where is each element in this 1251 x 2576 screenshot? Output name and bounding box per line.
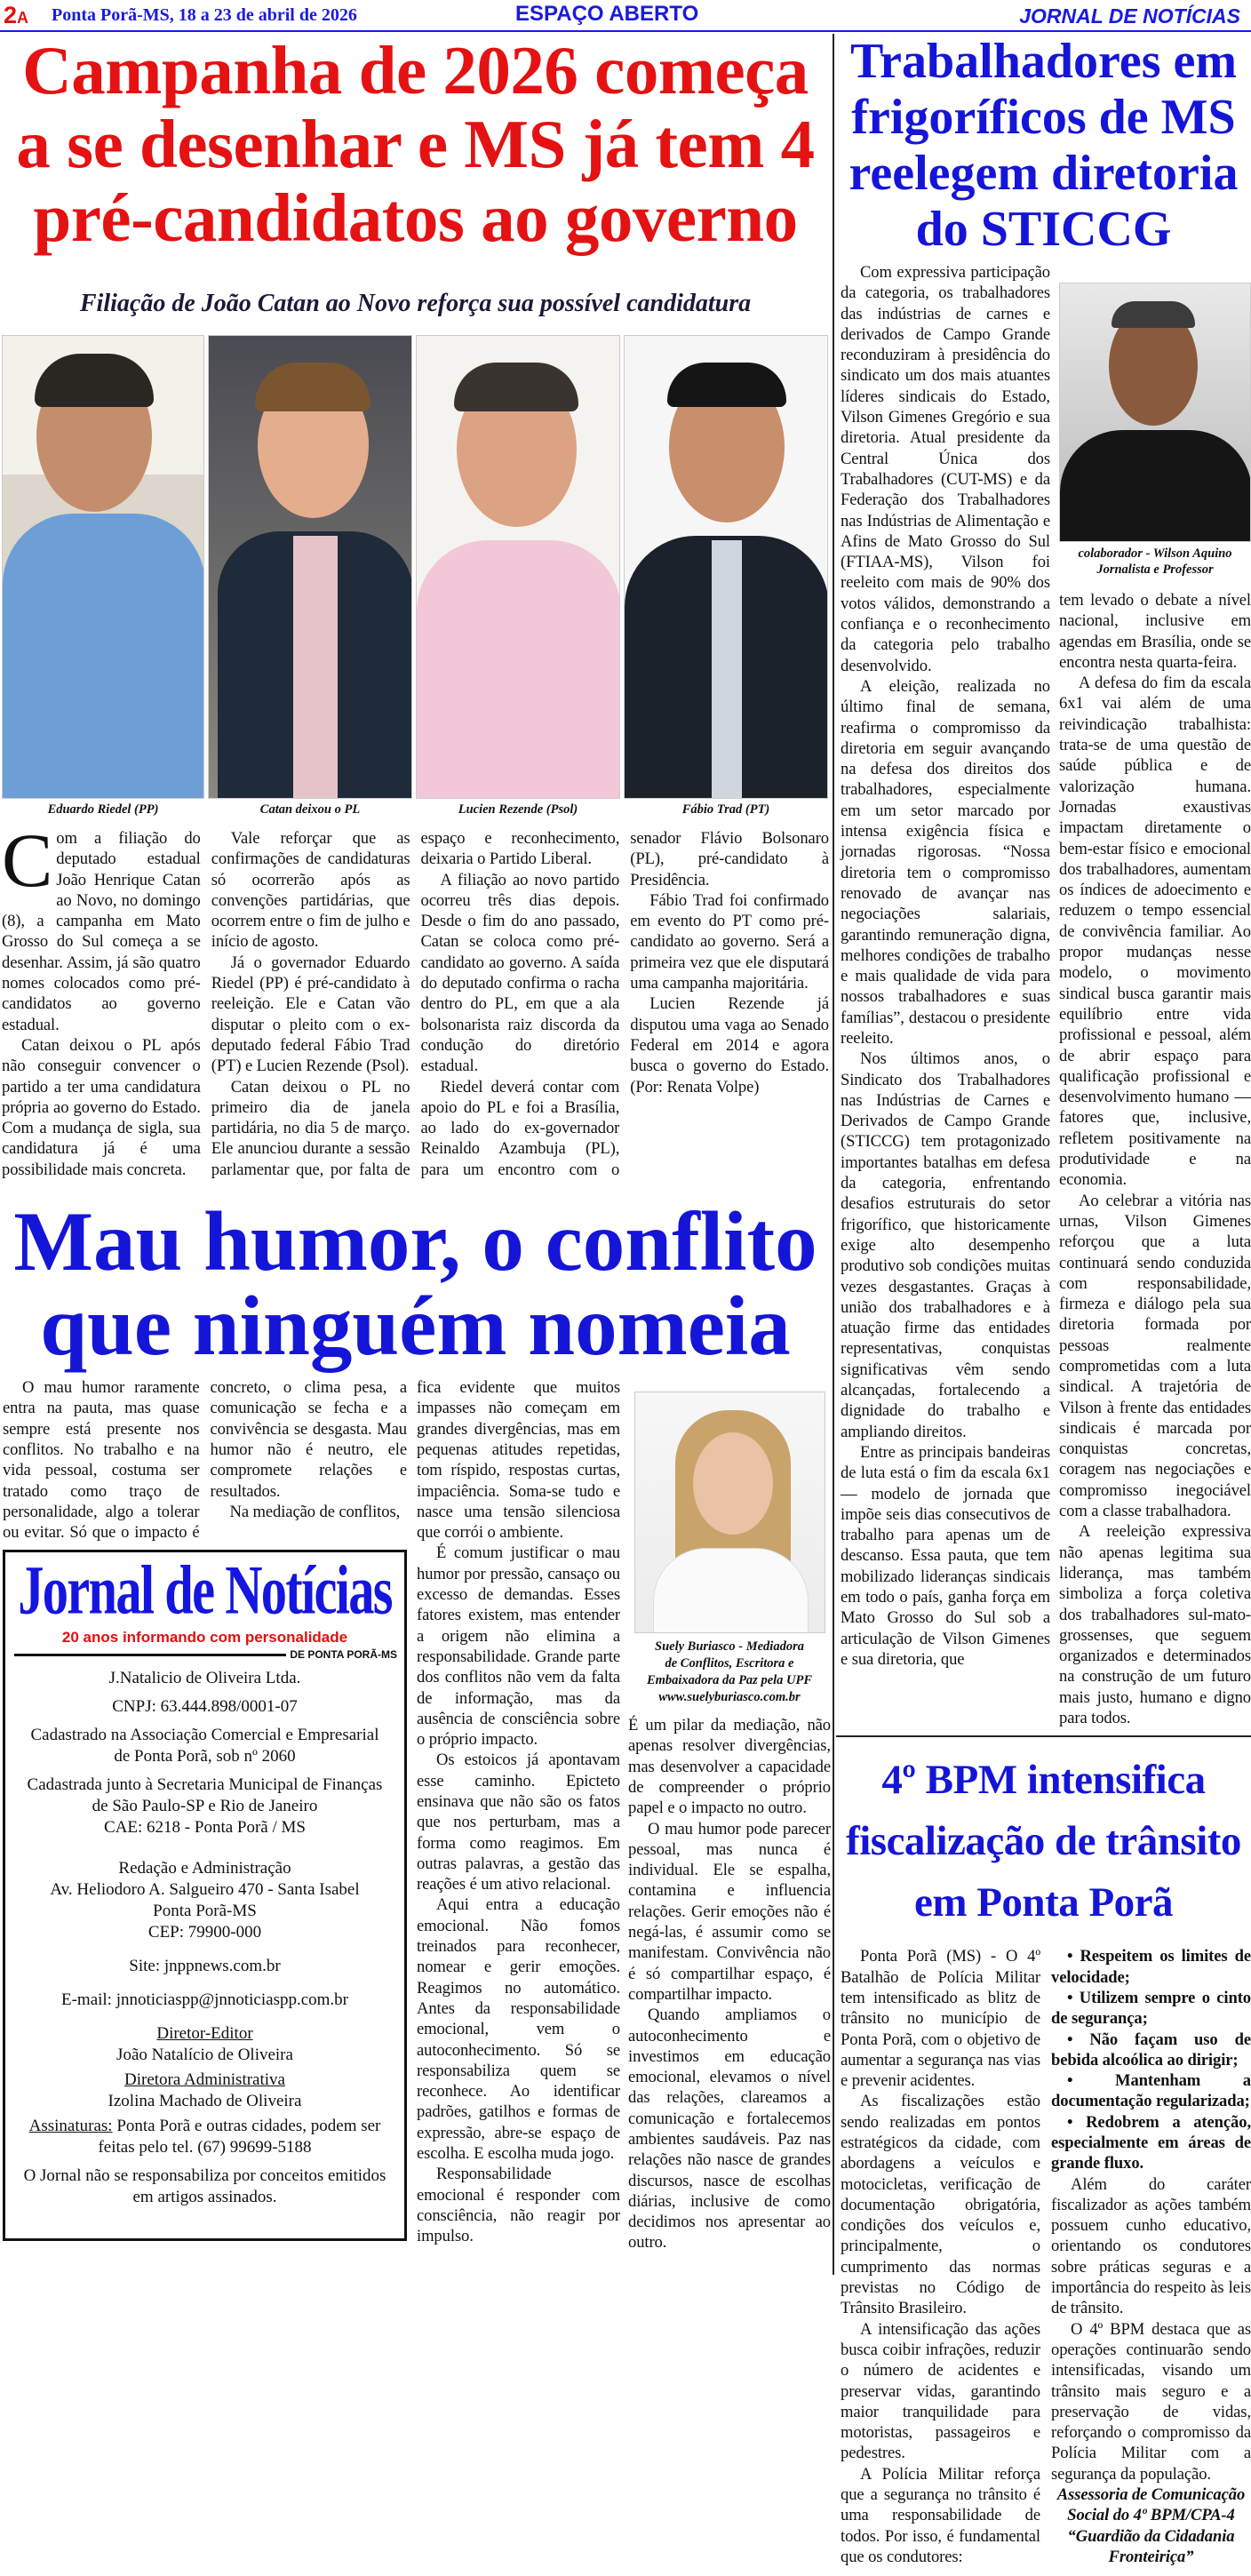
body-paragraph: tem levado o debate a nível nacional, inclusive em agendas em Brasília, onde se encontra nesta quarta-feira. xyxy=(1059,591,1251,672)
section-divider xyxy=(836,1735,1251,1737)
body-paragraph: É comum justificar o mau humor por pressão, cansaço ou excesso de demandas. Esses fatores existem, mas entender a origem não elimina a responsabilidade. Grande parte dos conflitos não vem da falta de informação, mas da ausência de consciência sobre o próprio impacto. xyxy=(417,1543,620,1750)
photo-caption: Lucien Rezende (Psol) xyxy=(458,802,578,817)
headline-line: Campanha de 2026 começa xyxy=(22,32,809,108)
body-paragraph: O mau humor raramente entra na pauta, mas quase sempre está presente nos conflitos. No trabalho e na vida pessoal, costuma ser tratado como traço de personalidade, algo a tolerar ou evitar. Só que o impacto é concreto, o clima pesa, a comunicação se fecha e a convivência se desgasta. Mau humor não é neutro, ele compromete relações e resultados. xyxy=(3,1378,407,1543)
admin-title: Diretora Administrativa xyxy=(124,2070,285,2090)
subscriptions-label: Assinaturas: xyxy=(28,2117,113,2136)
page-number xyxy=(4,2,28,29)
photo-vilson-gimenes xyxy=(1059,283,1251,542)
site-link[interactable]: Site: jnppnews.com.br xyxy=(129,1957,281,1976)
finance-registration xyxy=(5,1774,404,1838)
page-number-digit: 2 xyxy=(4,2,18,28)
body-paragraph: Os estoicos já apontavam esse caminho. Epicteto ensinava que não são os fatos que nos perturbam, mas a forma como reagimos. Em outras palavras, a gestão das reações é um ativo relacional. xyxy=(417,1751,620,1894)
mau-humor-body-top xyxy=(3,1377,407,1543)
mau-humor-left-block xyxy=(0,1377,407,2241)
column-divider xyxy=(833,34,834,2275)
body-paragraph: Catan deixou o PL após não conseguir convencer o partido a ter uma candidatura própria ao governo do Estado. Com a mudança de sigla, sua candidatura já é uma possibilidade mais concreta. xyxy=(2,1035,201,1179)
masthead-box xyxy=(3,1550,407,2241)
sticcg-right-block xyxy=(1059,262,1251,1728)
photo-suely-buriasco xyxy=(634,1392,825,1633)
bullet-item: • Utilizem sempre o cinto de segurança; xyxy=(1051,1988,1251,2030)
sticcg-article xyxy=(836,262,1251,1728)
body-paragraph: Catan deixou o PL no primeiro dia de janela partidária, no dia 5 de março. Ele anunciou durante a sessão parlamentar que, por falta de espaço e reconhecimento, deixaria o Partido Liberal. xyxy=(211,829,620,1179)
address-line: Av. Heliodoro A. Salgueiro 470 - Santa Isabel xyxy=(50,1880,360,1900)
body-paragraph: A Polícia Militar reforça que a segurança no trânsito é uma responsabilidade de todos. Por isso, é fundamental que os condutores: xyxy=(841,2464,1040,2566)
body-paragraph: A reeleição expressiva não apenas legitima sua liderança, mas também simboliza a força coletiva dos trabalhadores sul-mato-grossenses, que seguem organizados e determinados na construção de um futuro mais justo, humano e digno para todos. xyxy=(1059,1522,1251,1728)
sticcg-headline xyxy=(836,34,1251,258)
photo-fabio-trad xyxy=(624,335,828,799)
bullet-item: • Respeitem os limites de velocidade; xyxy=(1051,1946,1251,1988)
sticcg-body-left xyxy=(841,262,1050,1670)
right-area xyxy=(836,34,1251,2576)
address xyxy=(5,1858,404,1943)
caption-line: de Conflitos, Escritora e xyxy=(665,1656,794,1671)
campaign-body xyxy=(0,817,829,1180)
body-paragraph: A eleição, realizada no último final de semana, reafirma o compromisso da diretoria em seguir avançando na defesa dos direitos dos trabalhadores, especialmente em um setor marcado por intensa exigência física e jornadas rigorosas. “Nossa diretoria tem o compromisso renovado de avançar nas negociações salariais, garantindo remuneração digna, melhores condições de trabalho e mais qualidade de vida para nossos trabalhadores e suas famílias”, destacou o presidente reeleito. xyxy=(841,676,1050,1048)
headline-line: a se desenhar e MS já tem 4 xyxy=(16,106,815,182)
page-section-letter: A xyxy=(17,9,29,27)
body-paragraph: Na mediação de conflitos, xyxy=(229,1502,401,1521)
cnpj: CNPJ: 63.444.898/0001-07 xyxy=(112,1697,298,1717)
body-paragraph: O 4º BPM destaca que as operações continuarão sendo intensificadas, visando um trânsito mais seguro e a preservação de vidas, reforçando o compromisso da Polícia Militar com a segurança da população. xyxy=(1051,2319,1251,2484)
mau-humor-headline xyxy=(0,1194,831,1374)
headline-line: Trabalhadores em xyxy=(849,34,1238,89)
photo-caption xyxy=(1059,546,1251,578)
editor-title: Diretor-Editor xyxy=(156,2024,253,2044)
bullet-item: • Não façam uso de bebida alcoólica ao dirigir; xyxy=(1051,2030,1251,2071)
photo-captions xyxy=(0,802,831,817)
caption-line: Suely Buriasco - Mediadora xyxy=(655,1639,804,1655)
body-paragraph: A filiação ao novo partido ocorreu três dias depois. Desde o fim do ano passado, Catan se coloca como pré-candidato ao governo. A saída do deputado confirma o racha dentro do PL, em que a ala bolsonarista raiz discorda da condução do diretório estadual. xyxy=(420,870,620,1076)
caption-line: Jornalista e Professor xyxy=(1096,562,1214,577)
body-paragraph: Ao celebrar a vitória nas urnas, Vilson Gimenes reforçou que a luta continuará sendo conduzida com responsabilidade, firmeza e diálogo pela sua diretoria formada por pessoas realmente comprometidas com a luta sindical. A trajetória de Vilson à frente das entidades sindicais é marcada por conquistas concretas, coragem nas negociações e compromisso inegociável com a classe trabalhadora. xyxy=(1059,1191,1251,1521)
registration-line: de Ponta Porã, sob nº 2060 xyxy=(114,1747,296,1767)
newspaper-logo-area xyxy=(5,1551,404,1630)
headline-line: 4º BPM intensifica xyxy=(881,1757,1206,1804)
lead-paragraph xyxy=(2,817,201,1035)
registration-line: Cadastrado na Associação Comercial e Empresarial xyxy=(30,1726,379,1745)
finance-line: CAE: 6218 - Ponta Porã / MS xyxy=(104,1818,306,1838)
headline-line: Mau humor, o conflito xyxy=(13,1194,817,1289)
caption-line: Embaixadora da Paz pela UPF xyxy=(646,1673,813,1688)
registration xyxy=(5,1725,404,1767)
body-paragraph: Entre as principais bandeiras de luta está o fim da escala 6x1 — modelo de jornada que impõe seis dias consecutivos de trabalho para apenas um de descanso. Essa pauta, que tem mobilizado lideranças sindicais em todo o país, ganha força em Mato Grosso do Sul sob a articulação de Vilson Gimenes e sua diretoria, que xyxy=(841,1442,1050,1669)
mau-humor-right-block xyxy=(628,1377,831,2253)
section-title: ESPAÇO ABERTO xyxy=(515,2,699,26)
body-paragraph: Riedel deverá contar com apoio do PL e foi a Brasília, ao lado do ex-governador Reinaldo Azambuja (PL), para um encontro com o senador Flávio Bolsonaro (PL), pré-candidato à Presidência. xyxy=(420,829,829,1179)
headline-line: fiscalização de trânsito xyxy=(846,1818,1241,1865)
company-name: J.Natalicio de Oliveira Ltda. xyxy=(108,1669,301,1688)
address-line: Redação e Administração xyxy=(118,1859,291,1878)
photo-lucien-rezende xyxy=(416,335,620,799)
campaign-headline xyxy=(0,34,831,255)
email-link[interactable]: E-mail: jnnoticiaspp@jnnoticiaspp.com.br xyxy=(60,1990,349,2010)
photo-caption: Catan deixou o PL xyxy=(259,802,361,817)
mau-humor-body-middle xyxy=(417,1377,620,2246)
body-paragraph: Quando ampliamos o autoconhecimento e investimos em educação emocional, elevamos o nível das relações, clareamos a comunicação e fortalecemos ambientes saudáveis. Paz nas relações não nasce de grandes discursos, nasce de escolhas diárias, inclusive de como decidimos nos apresentar ao outro. xyxy=(628,2006,831,2253)
body-paragraph: O mau humor pode parecer pessoal, mas nunca é individual. Ele se espalha, contamina e influencia relações. Gerir emoções não é negá-las, é assumir como se manifestam. Convivência não é só compartilhar espaço, é compartilhar impacto. xyxy=(628,1819,831,2004)
body-paragraph: A intensificação das ações busca coibir infrações, reduzir o número de acidentes e preservar vidas, garantindo maior tranquilidade para motoristas, passageiros e pedestres. xyxy=(841,2319,1040,2463)
caption-line: colaborador - Wilson Aquino xyxy=(1078,546,1232,561)
subscriptions xyxy=(5,2116,404,2158)
bullet-item: • Redobrem a atenção, especialmente em áreas de grande fluxo. xyxy=(1051,2112,1251,2174)
body-paragraph: As fiscalizações estão sendo realizadas em pontos estratégicos da cidade, com abordagens a veículos e motocicletas, verificação de documentação obrigatória, condições dos veículos e, principalmente, o cumprimento das normas previstas no Código de Trânsito Brasileiro. xyxy=(841,2092,1040,2318)
editor xyxy=(5,2023,404,2066)
lead-text: om a filiação do deputado estadual João Henrique Catan ao Novo, no domingo (8), a campanha em Mato Grosso do Sul começa a se desenhar. Assim, já são quatro nomes colocados como pré-candidatos ao governo estadual. xyxy=(2,829,201,1034)
bpm-body xyxy=(841,1946,1251,2567)
page-header xyxy=(0,0,1251,32)
finance-line: Cadastrada junto à Secretaria Municipal de Finanças xyxy=(27,1775,383,1795)
newspaper-logo: Jornal de Notícias xyxy=(18,1551,392,1630)
body-paragraph: Lucien Rezende já disputou uma vaga ao Senado Federal em 2014 e agora busca o governo do Estado. (Por: Renata Volpe) xyxy=(630,994,829,1097)
body-paragraph: Além do caráter fiscalizador as ações também possuem cunho educativo, orientando os condutores sobre práticas seguras e a importância do respeito às leis de trânsito. xyxy=(1051,2174,1251,2318)
mau-humor-area xyxy=(0,1377,831,2253)
body-paragraph: A defesa do fim da escala 6x1 vai além de uma reivindicação trabalhista: trata-se de uma questão de saúde pública e de valorização humana. Jornadas exaustivas impactam diretamente o bem-estar físico e emocional dos trabalhadores, aumentam os índices de adoecimento e reduzem o tempo essencial de convivência familiar. Ao propor mudanças nesse modelo, o movimento sindical busca garantir mais equilíbrio entre vida profissional e pessoal, além de abrir espaço para qualificação profissional e desenvolvimento humano — fatores que, inclusive, refletem positivamente na produtividade e na economia. xyxy=(1059,674,1251,1190)
masthead-rule xyxy=(14,1648,397,1661)
body-paragraph: Vale reforçar que as confirmações de candidaturas só ocorrerão após as convenções partidárias, que ocorrem entre o fim de julho e início de agosto. xyxy=(211,829,410,952)
address-line: Ponta Porã-MS xyxy=(153,1902,257,1921)
body-paragraph: Com expressiva participação da categoria, os trabalhadores das indústrias de carnes e derivados de Campo Grande reconduziram à presidência do sindicato um dos mais atuantes líderes sindicais do Estado, Vilson Gimenes Gregório e sua diretoria. Atual presidente da Central Única dos Trabalhadores (CUT-MS) e da Federação dos Trabalhadores nas Indústrias de Alimentação e Afins de Mato Grosso do Sul (FTIAA-MS), Vilson foi reeleito com mais de 90% dos votos válidos, demonstrando a confiança e o reconhecimento da categoria pelo trabalho desenvolvido. xyxy=(841,263,1050,675)
photo-caption xyxy=(628,1639,831,1706)
mau-humor-body-right xyxy=(628,1715,831,2253)
photo-caption: Eduardo Riedel (PP) xyxy=(47,802,159,817)
body-paragraph: Ponta Porã (MS) - O 4º Batalhão de Polícia Militar tem intensificado as blitz de trânsito no município de Ponta Porã, com o objetivo de aumentar a segurança nas vias e prevenir acidentes. xyxy=(841,1947,1040,2091)
subscriptions-text: Ponta Porã e outras cidades, podem ser feitas pelo tel. (67) 99699-5188 xyxy=(98,2117,381,2157)
headline-line: que ninguém nomeia xyxy=(40,1279,791,1374)
body-paragraph: Responsabilidade emocional é responder com consciência, não reagir por impulso. xyxy=(417,2165,620,2246)
headline-line: frigoríficos de MS xyxy=(851,90,1236,145)
body-paragraph: Nos últimos anos, o Sindicato dos Trabalhadores nas Indústrias de Carnes e Derivados de Campo Grande (STICCG) tem protagonizado importantes batalhas em defesa da categoria, enfrentando desafios estruturais do setor frigorífico, que historicamente exige alto desempenho produtivo sob condições muitas vezes desgastantes. Graças à união dos trabalhadores e à atuação firme das entidades representativas, conquistas significativas vêm sendo alcançadas, fortalecendo a dignidade do trabalho e ampliando direitos. xyxy=(841,1049,1050,1441)
dateline: Ponta Porã-MS, 18 a 23 de abril de 2026 xyxy=(52,5,357,25)
bpm-headline xyxy=(836,1750,1251,1934)
headline-line: em Ponta Porã xyxy=(913,1879,1174,1926)
address-line: CEP: 79900-000 xyxy=(147,1923,262,1942)
body-paragraph: Aqui entra a educação emocional. Não fomos treinados para reconhecer, nomear e gerir emoções. Reagimos no automático. Antes da responsabilidade emocional, vem o autoconhecimento. Só se responsabiliza quem se reconhece. Ao identificar padrões, gatilhos e formas de expressão, abre-se espaço de escolha. E escolha muda jogo. xyxy=(417,1895,620,2164)
finance-line: de São Paulo-SP e Rio de Janeiro xyxy=(92,1797,318,1816)
author-website-link[interactable]: www.suelyburiasco.com.br xyxy=(658,1690,801,1705)
campaign-subhead: Filiação de João Catan ao Novo reforça sua possível candidatura xyxy=(79,290,752,317)
body-paragraph: Já o governador Eduardo Riedel (PP) é pré-candidato à reeleição. Ele e Catan vão disputar o pleito com o ex-deputado federal Fábio Trad (PT) e Lucien Rezende (Psol). xyxy=(211,953,410,1076)
photo-caption: Fábio Trad (PT) xyxy=(681,802,770,817)
body-paragraph: Fábio Trad foi confirmado em evento do PT como pré-candidato ao governo. Será a primeira vez que ele disputará uma campanha majoritária. xyxy=(630,890,829,993)
body-paragraph: fica evidente que muitos impasses não começam em grandes divergências, mas em pequenas atitudes repetidas, tom ríspido, respostas curtas, impaciência. Soma-se tudo e nasce uma tensão silenciosa que corrói o ambiente. xyxy=(417,1378,620,1543)
campaign-photos xyxy=(0,335,831,799)
body-paragraph: É um pilar da mediação, não apenas resolver divergências, mas desenvolver a capacidade de compreender o próprio papel e o impacto no outro. xyxy=(628,1716,831,1818)
bullet-item: • Mantenham a documentação regularizada; xyxy=(1051,2070,1251,2112)
city-tag: DE PONTA PORÃ-MS xyxy=(290,1648,397,1662)
byline-signature: Assessoria de Comunicação Social do 4º BPM/CPA-4 “Guardião da Cidadania Fronteiriça” xyxy=(1056,2485,1246,2566)
slogan: 20 anos informando com personalidade xyxy=(61,1629,348,1647)
admin-name: Izolina Machado de Oliveira xyxy=(108,2092,302,2111)
newspaper-brand: JORNAL DE NOTÍCIAS xyxy=(1019,4,1240,28)
headline-line: do STICCG xyxy=(915,202,1172,257)
left-area xyxy=(0,34,831,2253)
sticcg-body-right xyxy=(1059,590,1251,1728)
drop-cap: C xyxy=(2,817,53,903)
photo-joao-catan xyxy=(208,335,412,799)
admin-director xyxy=(5,2070,404,2112)
editor-name: João Natalício de Oliveira xyxy=(116,2046,293,2065)
headline-line: pré-candidatos ao governo xyxy=(33,179,798,256)
disclaimer: O Jornal não se responsabiliza por conceitos emitidos em artigos assinados. xyxy=(23,2166,386,2207)
photo-eduardo-riedel xyxy=(2,335,204,799)
headline-line: reelegem diretoria xyxy=(849,146,1239,201)
